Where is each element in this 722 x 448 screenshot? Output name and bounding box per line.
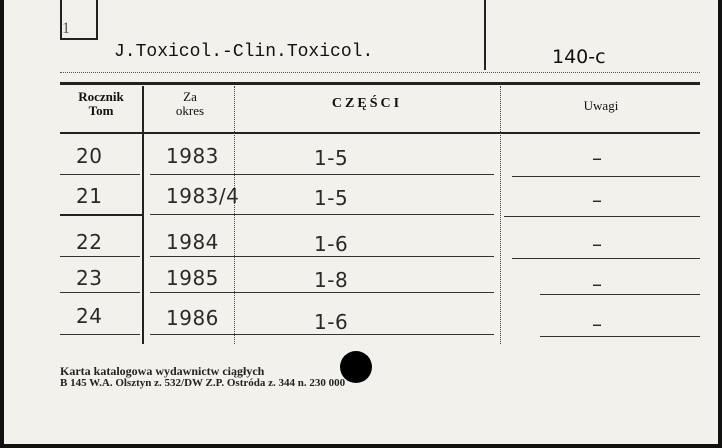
col-divider-3 [500, 86, 502, 344]
row-line [504, 216, 700, 217]
row-2-volume: 21 [76, 184, 103, 208]
corner-number: 1 [62, 20, 70, 37]
row-4-parts: 1-8 [314, 268, 349, 292]
header-za-okres: Za okres [175, 89, 205, 118]
row-2-parts: 1-5 [314, 186, 349, 210]
corner-frame-right [96, 0, 98, 40]
header-bottom-border [60, 132, 700, 134]
row-1-parts: 1-5 [314, 146, 349, 170]
header-rocznik-tom: Rocznik Tom [78, 89, 124, 118]
dotted-separator [60, 72, 700, 73]
footer-line-2: B 145 W.A. Olsztyn z. 532/DW Z.P. Ostróda z. 344 n. 230 000 [60, 377, 346, 389]
row-line [60, 292, 140, 293]
corner-mark-horizontal [60, 38, 98, 40]
journal-title: J.Toxicol.-Clin.Toxicol. [114, 42, 374, 62]
row-line [150, 256, 494, 257]
row-line [150, 334, 494, 335]
col-divider-1 [142, 86, 144, 344]
row-4-period: 1985 [166, 266, 219, 290]
row-3-volume: 22 [76, 230, 103, 254]
row-line [512, 258, 700, 259]
row-1-remarks: – [592, 146, 603, 170]
row-5-volume: 24 [76, 304, 103, 328]
catalog-card [4, 0, 718, 444]
row-line [150, 174, 494, 175]
col-divider-2 [234, 86, 236, 344]
table-top-border [60, 82, 700, 85]
row-5-period: 1986 [166, 306, 219, 330]
row-1-volume: 20 [76, 144, 103, 168]
row-line [60, 334, 140, 335]
header-czesci: CZĘŚCI [331, 96, 403, 111]
row-line [150, 214, 494, 215]
row-line [540, 336, 700, 337]
row-5-remarks: – [592, 312, 603, 336]
row-3-parts: 1-6 [314, 232, 349, 256]
row-line [540, 294, 700, 295]
row-1-period: 1983 [166, 144, 219, 168]
row-2-remarks: – [592, 188, 603, 212]
row-line [60, 174, 140, 175]
row-4-remarks: – [592, 272, 603, 296]
row-5-parts: 1-6 [314, 310, 349, 334]
row-4-volume: 23 [76, 266, 103, 290]
footer-line-1: Karta katalogowa wydawnictw ciągłych [60, 364, 265, 378]
signature-divider [484, 0, 486, 70]
call-number: 140-c [552, 46, 606, 68]
header-uwagi: Uwagi [583, 98, 619, 113]
row-line [60, 256, 140, 257]
row-line [512, 176, 700, 177]
row-3-period: 1984 [166, 230, 219, 254]
row-line [60, 214, 142, 216]
row-2-period: 1983/4 [166, 184, 240, 208]
row-3-remarks: – [592, 232, 603, 256]
punch-hole [340, 351, 372, 383]
row-line [150, 292, 494, 293]
